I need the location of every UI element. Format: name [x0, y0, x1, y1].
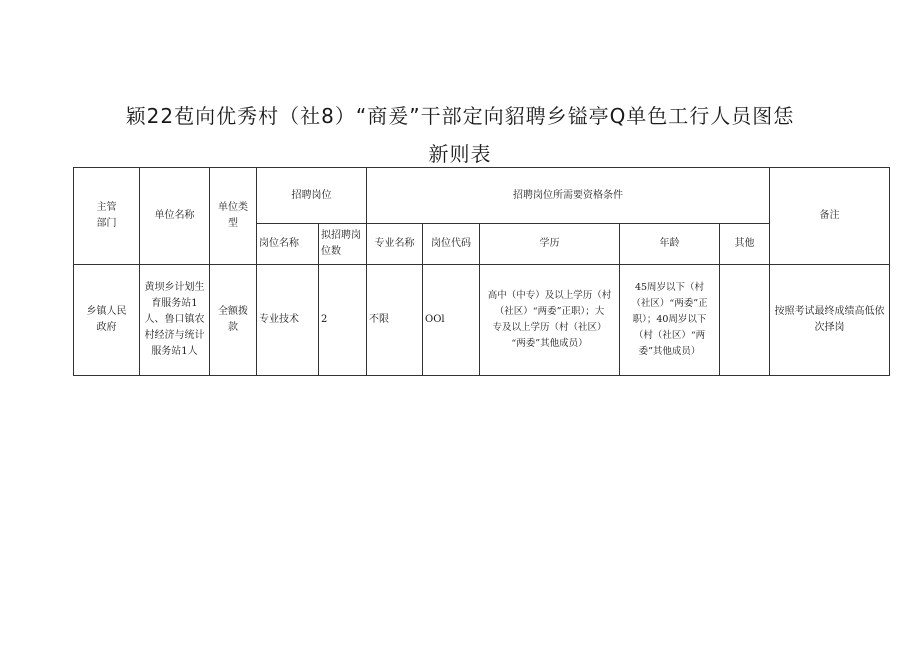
cell-age: 45周岁以下（村 （社区）“两委”正 职）；40周岁以下 （村（社区）“两 委”其他成员） — [620, 265, 720, 376]
header-row-top — [74, 168, 890, 224]
cell-post-code: OOl — [423, 265, 480, 376]
header-age: 年龄 — [620, 224, 720, 265]
cell-major: 不限 — [367, 265, 423, 376]
header-post-name: 岗位名称 — [257, 224, 319, 265]
header-unit-name: 单位名称 — [140, 168, 210, 265]
recruitment-table — [73, 167, 890, 376]
header-education: 学历 — [480, 224, 620, 265]
cell-post-name: 专业技术 — [257, 265, 319, 376]
header-major: 专业名称 — [367, 224, 423, 265]
header-requirements-group: 招聘岗位所需要资格条件 — [367, 168, 770, 224]
header-post-count: 拟招聘岗 位数 — [319, 224, 367, 265]
header-unit-type: 单位类 型 — [210, 168, 257, 265]
document-title-continued: 新则表 — [428, 142, 492, 166]
cell-education: 高中（中专）及以上学历（村 （社区）“两委”正职）；大 专及以上学历（村（社区） “两委”其他成员） — [480, 265, 620, 376]
cell-dept: 乡镇人民 政府 — [74, 265, 140, 376]
header-dept: 主管 部门 — [74, 168, 140, 265]
header-post-group: 招聘岗位 — [257, 168, 367, 224]
cell-unit-name: 黄坝乡计划生 育服务站1 人、鲁口镇农 村经济与统计 服务站1人 — [140, 265, 210, 376]
cell-other — [720, 265, 770, 376]
cell-unit-type: 全额拨 款 — [210, 265, 257, 376]
table-row — [74, 265, 890, 376]
header-post-code: 岗位代码 — [423, 224, 480, 265]
header-remark: 备注 — [770, 168, 890, 265]
cell-remark: 按照考试最终成绩高低依 次择岗 — [770, 265, 890, 376]
header-other: 其他 — [720, 224, 770, 265]
cell-post-count: 2 — [319, 265, 367, 376]
document-title: 颖22苞向优秀村（社8）“商爰”干部定向貂聘乡镒亭Q单色工行人员图恁 — [125, 104, 795, 128]
